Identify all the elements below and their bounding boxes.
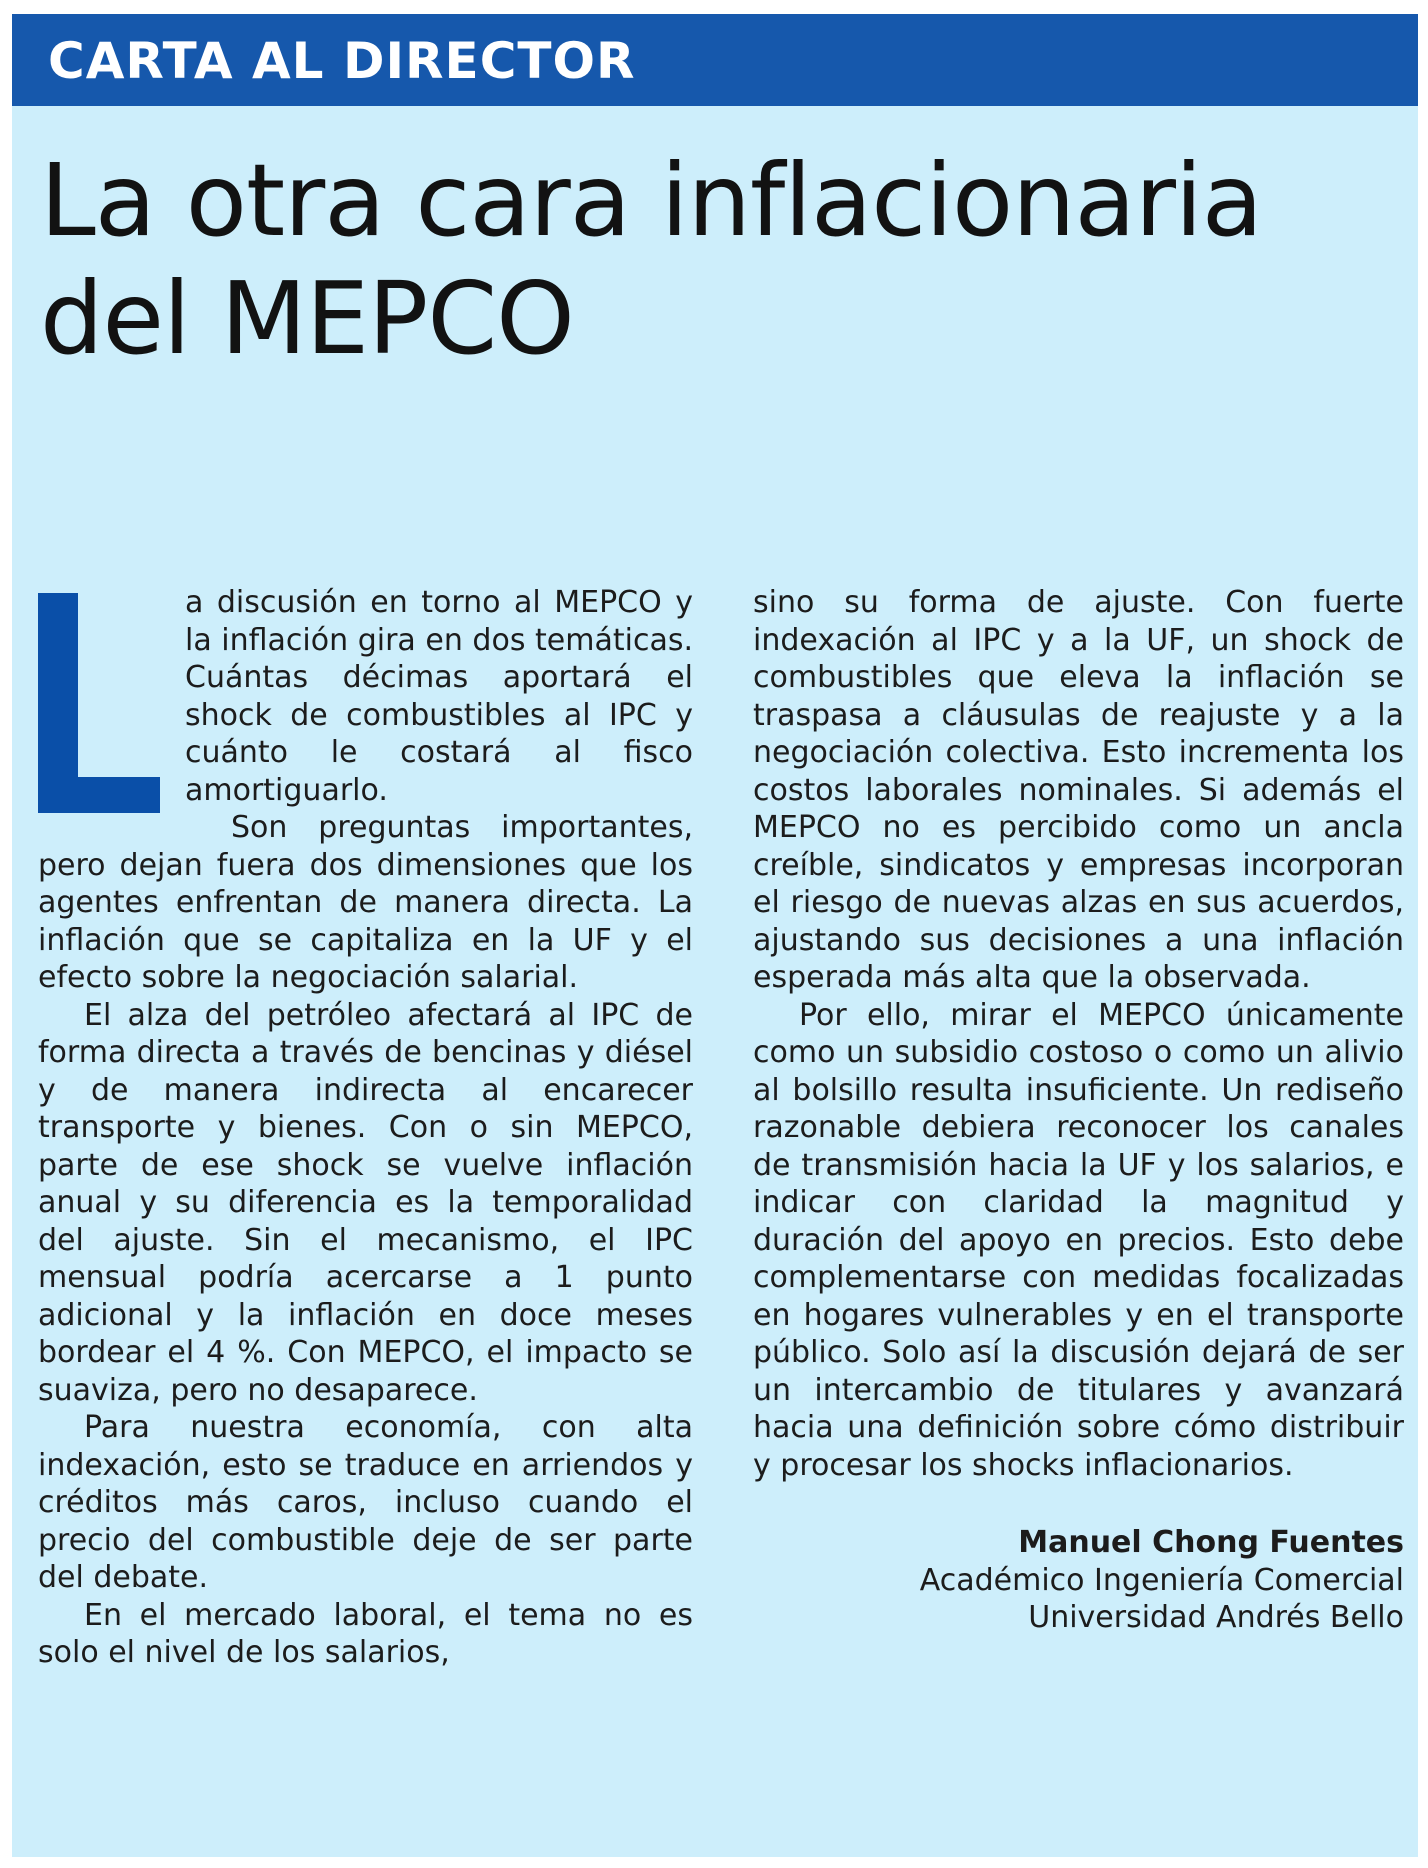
article-column-right (753, 584, 1404, 1637)
paragraph-text: a discusión en torno al MEPCO y la inflación gira en dos temáticas. Cuántas décimas aportará el shock de combustibles al IPC y cuánto le costará al fisco amortiguarlo. (185, 585, 693, 808)
drop-cap (38, 593, 160, 813)
author-byline (753, 1524, 1404, 1637)
article-paragraph-5: En el mercado laboral, el tema no es solo el nivel de los salarios, (38, 1597, 693, 1670)
article-paragraph-2: Son preguntas importantes, pero dejan fuera dos dimensiones que los agentes enfrentan de manera directa. La inflación que se capitaliza en la UF y el efecto sobre la negociación salarial. (38, 810, 693, 995)
article-panel (12, 14, 1418, 1857)
article-paragraph-6: Por ello, mirar el MEPCO únicamente como un subsidio costoso o como un alivio al bolsillo resulta insuficiente. Un rediseño razonable debiera reconocer los canales de transmisión hacia la UF y los salarios, e indicar con claridad la magnitud y duración del apoyo en precios. Esto debe complementarse con medidas focalizadas en hogares vulnerables y en el transporte público. Solo así la discusión dejará de ser un intercambio de titulares y avanzará hacia una definición sobre cómo distribuir y procesar los shocks inflacionarios. (753, 997, 1404, 1483)
author-name: Manuel Chong Fuentes (1018, 1525, 1404, 1560)
author-role: Académico Ingeniería Comercial (919, 1562, 1404, 1598)
article-paragraph-4: Para nuestra economía, con alta indexación, esto se traduce en arriendos y créditos más caros, incluso cuando el precio del combustible deje de ser parte del debate. (38, 1410, 693, 1595)
author-institution: Universidad Andrés Bello (1028, 1600, 1404, 1635)
section-label: CARTA AL DIRECTOR (48, 32, 636, 90)
drop-cap-letter-l-icon (38, 593, 160, 813)
article-paragraph-1 (38, 584, 693, 809)
article-column-left (38, 584, 693, 1672)
article-title: La otra cara inflacionaria del MEPCO (40, 142, 1262, 377)
article-paragraph-5-continued: sino su forma de ajuste. Con fuerte indexación al IPC y a la UF, un shock de combustibles que eleva la inflación se traspasa a cláusulas de reajuste y a la negociación colectiva. Esto incrementa los costos laborales nominales. Si además el MEPCO no es percibido como un ancla creíble, sindicatos y empresas incorporan el riesgo de nuevas alzas en sus acuerdos, ajustando sus decisiones a una inflación esperada más alta que la observada. (753, 585, 1404, 995)
section-banner (12, 14, 1418, 106)
article-paragraph-3: El alza del petróleo afectará al IPC de forma directa a través de bencinas y diésel y de manera indirecta al encarecer transporte y bienes. Con o sin MEPCO, parte de ese shock se vuelve inflación anual y su diferencia es la temporalidad del ajuste. Sin el mecanismo, el IPC mensual podría acercarse a 1 punto adicional y la inflación en doce meses bordear el 4 %. Con MEPCO, el impacto se suaviza, pero no desaparece. (38, 997, 693, 1408)
